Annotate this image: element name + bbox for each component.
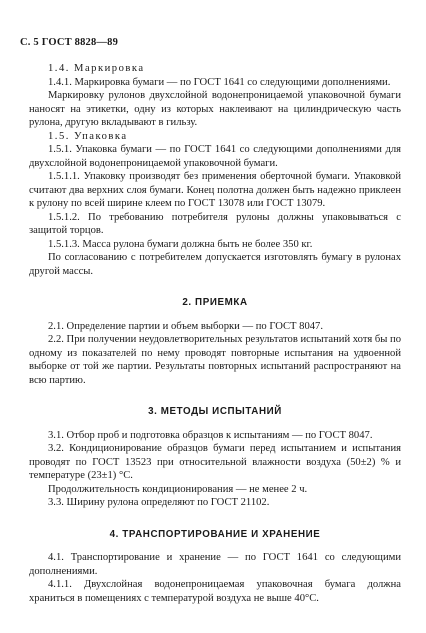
paragraph-1-4-1: 1.4.1. Маркировка бумаги — по ГОСТ 1641 со следующими дополнениями. [48, 76, 391, 88]
page-header: С. 5 ГОСТ 8828—89 [20, 37, 119, 48]
paragraph-agreement: По согласованию с потребителем допускается изготовлять бумагу в рулонах другой массы. [29, 252, 401, 277]
paragraph-1-5-1-3: 1.5.1.3. Масса рулона бумаги должна быть не более 350 кг. [48, 238, 313, 250]
paragraph-3-1: 3.1. Отбор проб и подготовка образцов к испытаниям — по ГОСТ 8047. [48, 429, 373, 441]
section-heading-transport: 4. ТРАНСПОРТИРОВАНИЕ И ХРАНЕНИЕ [109, 528, 321, 540]
document-body [29, 62, 401, 605]
paragraph-1-5-1-2: 1.5.1.2. По требованию потребителя рулоны должны упаковываться с защитой торцов. [29, 211, 401, 236]
paragraph-2-1: 2.1. Определение партии и объем выборки — по ГОСТ 8047. [48, 320, 323, 332]
paragraph-4-1-1: 4.1.1. Двухслойная водонепроницаемая упаковочная бумага должна храниться в помещениях с температурой воздуха не выше 40°С. [29, 579, 401, 604]
section-heading-methods: 3. МЕТОДЫ ИСПЫТАНИЙ [148, 406, 282, 417]
paragraph-4-1: 4.1. Транспортирование и хранение — по ГОСТ 1641 со следующими дополнениями. [29, 552, 401, 577]
paragraph-3-2: 3.2. Кондиционирование образцов бумаги перед испытанием и испытания проводят по ГОСТ 13523 при относительной влажности воздуха (50±2) % и температуре (23±1) °С. [29, 443, 401, 481]
section-heading-acceptance: 2. ПРИЕМКА [182, 297, 248, 308]
paragraph-1-5-1-1: 1.5.1.1. Упаковку производят без применения оберточной бумаги. Упаковкой считают два верхних слоя бумаги. Конец полотна должен быть надежно приклеен к рулону по всей ширине клеем по ГОСТ 13078 или ГОСТ 13079. [29, 171, 401, 209]
paragraph-2-2: 2.2. При получении неудовлетворительных результатов испытаний хотя бы по одному из показателей по нему проводят повторные испытания на удвоенной выборке от той же партии. Результаты повторных испытаний распространяют на всю партию. [29, 334, 401, 386]
section-title-marking: 1.4. Маркировка [48, 63, 145, 74]
paragraph-3-3: 3.3. Ширину рулона определяют по ГОСТ 21102. [48, 497, 270, 508]
paragraph-conditioning-duration: Продолжительность кондиционирования — не менее 2 ч. [48, 483, 308, 495]
paragraph-1-5-1: 1.5.1. Упаковка бумаги — по ГОСТ 1641 со следующими дополнениями для двухслойной водонепроницаемой упаковочной бумаги. [29, 144, 401, 169]
section-title-packing: 1.5. Упаковка [48, 130, 128, 142]
paragraph-marking-rolls: Маркировку рулонов двухслойной водонепроницаемой упаковочной бумаги наносят на этикетки, одну из которых наклеивают на цилиндрическую часть рулона, другую вкладывают в гильзу. [29, 90, 401, 128]
